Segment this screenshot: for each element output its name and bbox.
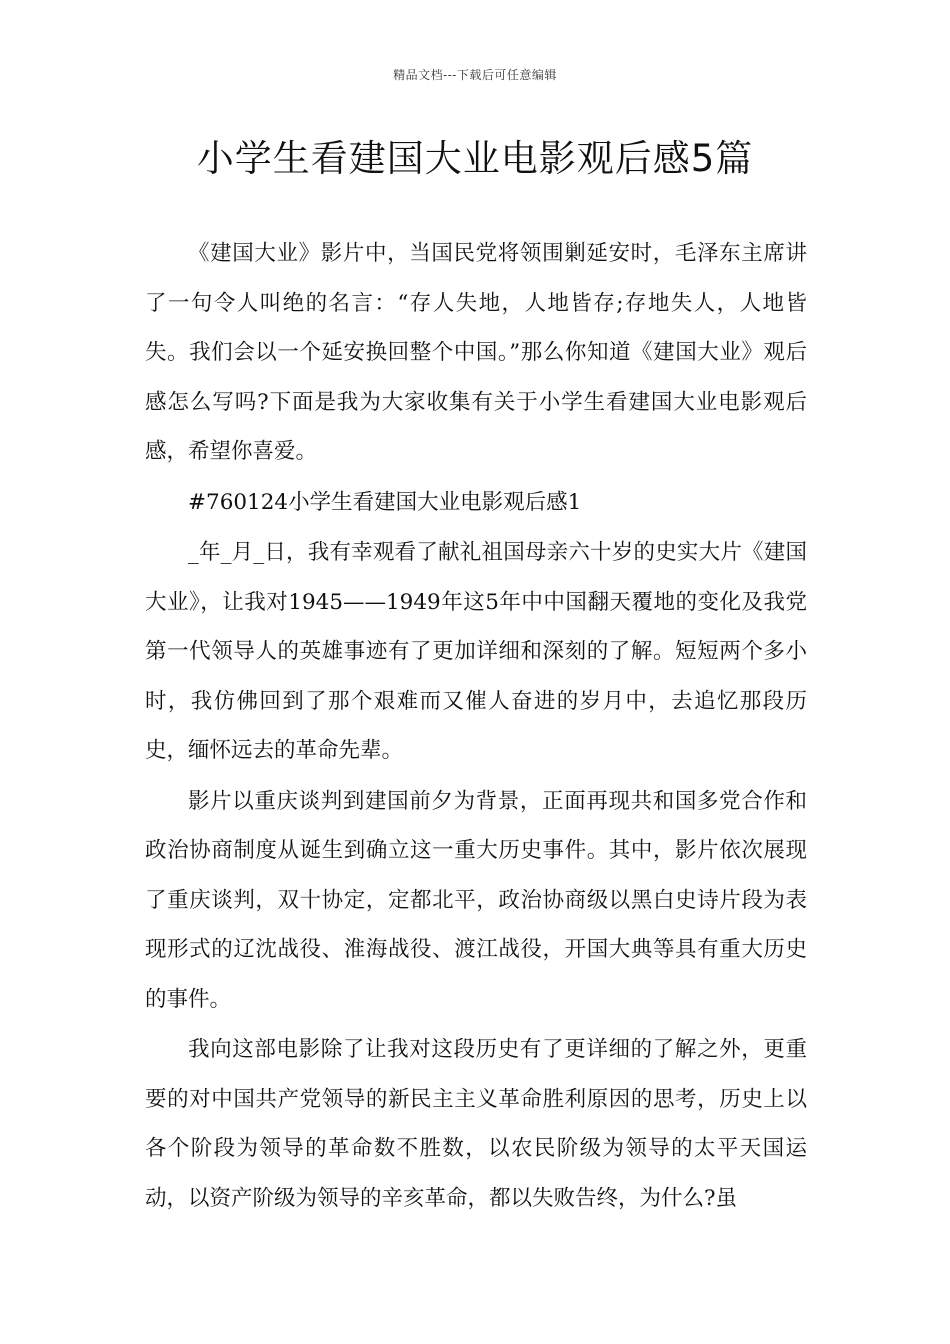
- document-title: 小学生看建国大业电影观后感5篇: [196, 137, 754, 180]
- paragraph: 我向这部电影除了让我对这段历史有了更详细的了解之外，更重要的对中国共产党领导的新民主主义革命胜利原因的思考，历史上以各个阶段为领导的革命数不胜数，以农民阶级为领导的太平天国运动，以资产阶级为领导的辛亥革命，都以失败告终，为什么?虽: [145, 1037, 807, 1211]
- paragraph-intro: 《建国大业》影片中，当国民党将领围剿延安时，毛泽东主席讲了一句令人叫绝的名言：“存人失地，人地皆存;存地失人，人地皆失。我们会以一个延安换回整个中国。”那么你知道《建国大业》观后感怎么写吗?下面是我为大家收集有关于小学生看建国大业电影观后感，希望你喜爱。: [145, 241, 807, 464]
- section-heading: #760124小学生看建国大业电影观后感1: [188, 489, 582, 515]
- page-header: 精品文档---下载后可任意编辑: [393, 68, 557, 82]
- paragraph: _年_月_日，我有幸观看了献礼祖国母亲六十岁的史实大片《建国大业》，让我对1945——1949年这5年中中国翻天覆地的变化及我党第一代领导人的英雄事迹有了更加详细和深刻的了解。短短两个多小时，我仿佛回到了那个艰难而又催人奋进的岁月中，去追忆那段历史，缅怀远去的革命先辈。: [145, 540, 807, 763]
- document-body: [145, 229, 807, 1224]
- paragraph: 影片以重庆谈判到建国前夕为背景，正面再现共和国多党合作和政治协商制度从诞生到确立这一重大历史事件。其中，影片依次展现了重庆谈判，双十协定，定都北平，政治协商级以黑白史诗片段为表现形式的辽沈战役、淮海战役、渡江战役，开国大典等具有重大历史的事件。: [145, 788, 807, 1012]
